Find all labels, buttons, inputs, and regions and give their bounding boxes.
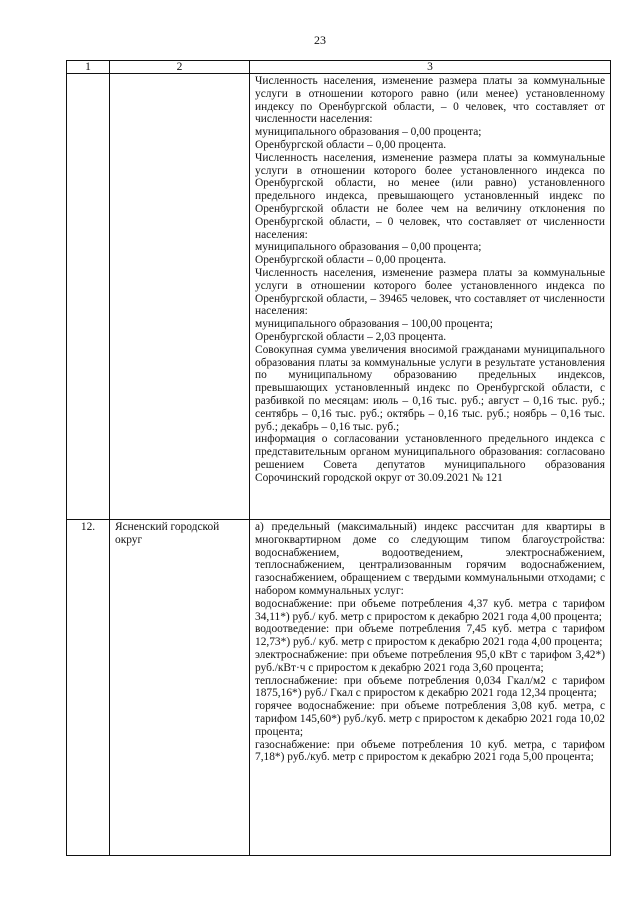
municipality-cell: Ясненский городской округ xyxy=(110,520,250,856)
header-col-1: 1 xyxy=(67,61,110,74)
document-table xyxy=(66,60,611,856)
page-number: 23 xyxy=(314,33,326,47)
details-text: Численность населения, изменение размера платы за коммунальные услуги в отношении которого равно (или менее) установленному индексу по Оренбургской области, – 0 человек, что составляет от численности населения: муниципального образования – 0,00 процента; Оренбургской области – 0,00 процента. Численность населения, изменение размера платы за коммунальные услуги в отношении которого более установленного индекса по Оренбургской области, но менее (или равно) установленного предельного индекса, превышающего установленный индекс по Оренбургской области не более чем на величину отклонения по Оренбургской области, – 0 человек, что составляет от численности населения: муниципального образования – 0,00 процента; Оренбургской области – 0,00 процента. Численность населения, изменение размера платы за коммунальные услуги в отношении которого более установленного индекса по Оренбургской области, – 39465 человек, что составляет от численности населения: муниципального образования – 100,00 процента; Оренбургской области – 2,03 процента. Совокупная сумма увеличения вносимой гражданами муниципального образования платы за коммунальные услуги в результате установления по муниципальному образованию предельных индексов, превышающих установленный индекс по Оренбургской области, с разбивкой по месяцам: июль – 0,16 тыс. руб.; август – 0,16 тыс. руб.; сентябрь – 0,16 тыс. руб.; октябрь – 0,16 тыс. руб.; ноябрь – 0,16 тыс. руб.; декабрь – 0,16 тыс. руб.; информация о согласовании установленного предельного индекса с представительным органом муниципального образования: согласовано решением Совета депутатов муниципального образования Сорочинский городской округ от 30.09.2021 № 121 xyxy=(255,75,605,484)
table-row xyxy=(67,520,611,856)
table-header-row xyxy=(67,61,611,74)
details-cell xyxy=(250,520,611,856)
details-text: а) предельный (максимальный) индекс рассчитан для квартиры в многоквартирном доме со следующим типом благоустройства: водоснабжением, водоотведением, электроснабжением, теплоснабжением, централизованным горячим водоснабжением, газоснабжением, обращением с твердыми коммунальными отходами; с набором коммунальных услуг: водоснабжение: при объеме потребления 4,37 куб. метра с тарифом 34,11*) руб./ куб. метр с приростом к декабрю 2021 года 4,00 процента; водоотведение: при объеме потребления 7,45 куб. метра с тарифом 12,73*) руб./ куб. метр с приростом к декабрю 2021 года 4,00 процента; электроснабжение: при объеме потребления 95,0 кВт с тарифом 3,42*) руб./кВт·ч с приростом к декабрю 2021 года 3,60 процента; теплоснабжение: при объеме потребления 0,034 Гкал/м2 с тарифом 1875,16*) руб./ Гкал с приростом к декабрю 2021 года 12,34 процента; горячее водоснабжение: при объеме потребления 3,08 куб. метра, с тарифом 145,60*) руб./куб. метр с приростом к декабрю 2021 года 10,02 процента; газоснабжение: при объеме потребления 10 куб. метра, с тарифом 7,18*) руб./куб. метр с приростом к декабрю 2021 года 5,00 процента; xyxy=(255,521,605,764)
header-col-3: 3 xyxy=(250,61,611,74)
municipality-cell xyxy=(110,74,250,520)
row-number-cell xyxy=(67,74,110,520)
details-cell xyxy=(250,74,611,520)
table-row xyxy=(67,74,611,520)
header-col-2: 2 xyxy=(110,61,250,74)
row-number-cell: 12. xyxy=(67,520,110,856)
